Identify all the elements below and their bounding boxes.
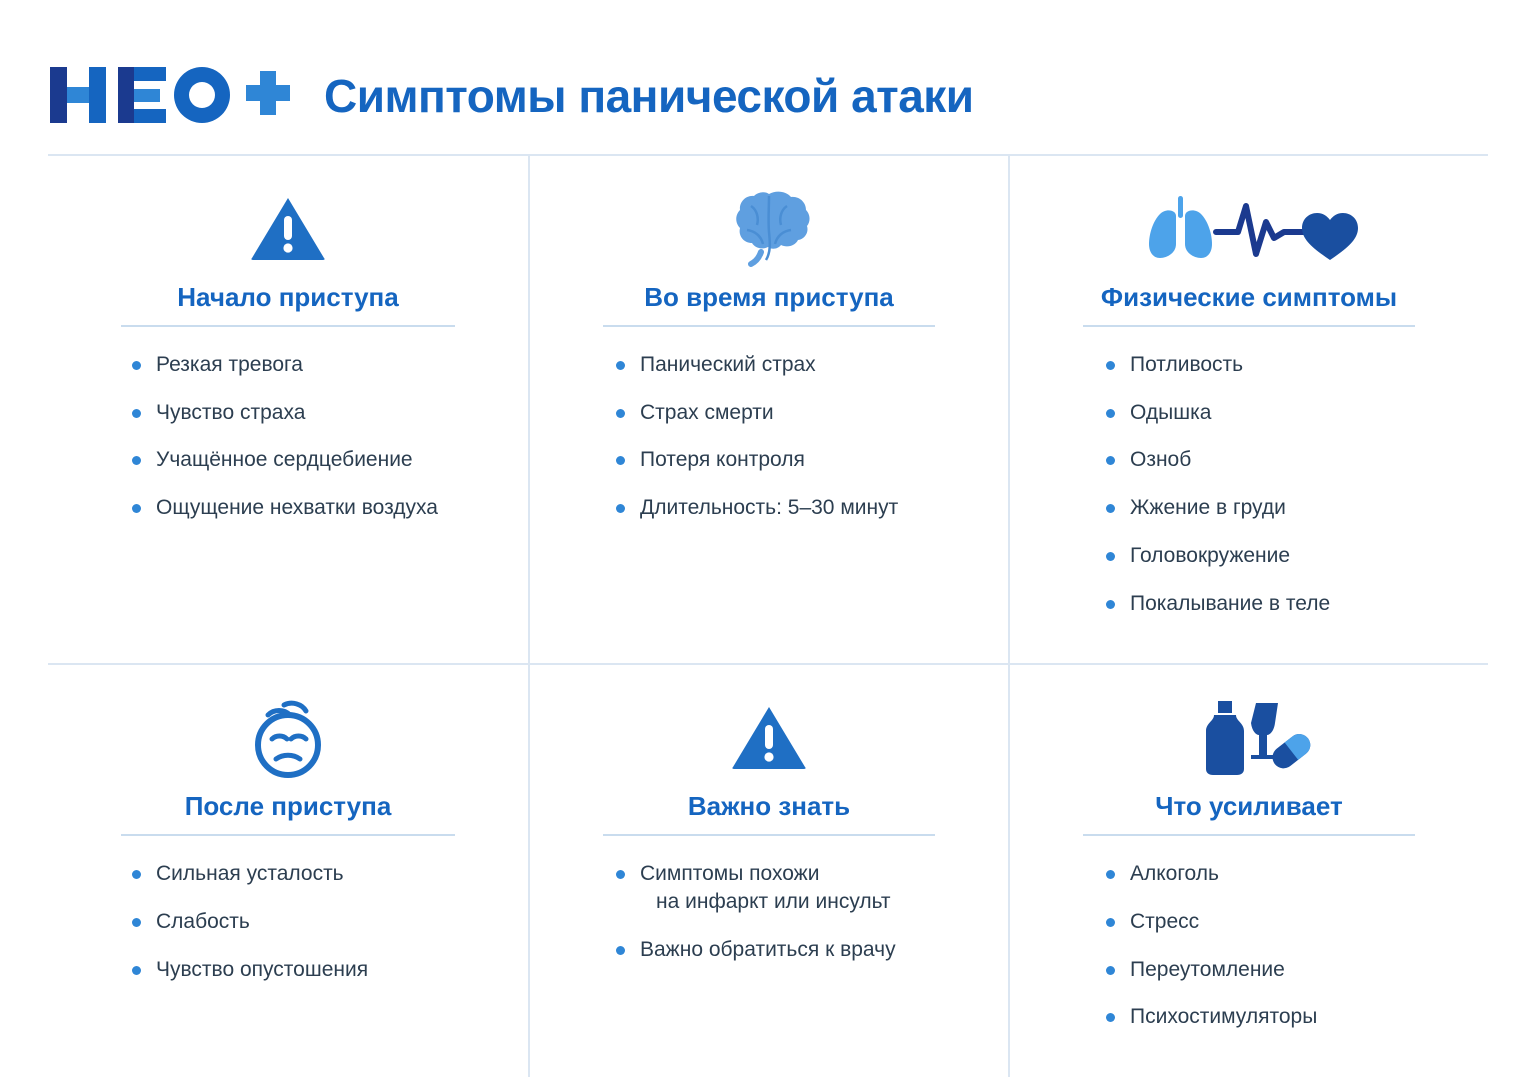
title-divider	[121, 325, 455, 327]
list-item: Стресс	[1106, 908, 1462, 936]
card-during-attack	[528, 156, 1008, 663]
symptom-list	[74, 351, 502, 522]
list-item: Одышка	[1106, 399, 1462, 427]
card-aggravating-factors	[1008, 663, 1488, 1077]
list-item: Учащённое сердцебиение	[132, 446, 502, 474]
title-divider	[603, 325, 935, 327]
symptom-list	[1036, 351, 1462, 617]
card-title: Физические симптомы	[1100, 282, 1398, 312]
lungs-heartbeat-icon	[1036, 186, 1462, 272]
list-item: Сильная усталость	[132, 860, 502, 888]
warning-triangle-icon	[556, 695, 982, 781]
card-start-of-attack	[48, 156, 528, 663]
symptom-list	[1036, 860, 1462, 1031]
header	[48, 48, 1488, 144]
title-divider	[603, 834, 935, 836]
card-after-attack	[48, 663, 528, 1077]
symptom-list	[74, 860, 502, 983]
list-item: Чувство опустошения	[132, 956, 502, 984]
symptom-list	[556, 351, 982, 522]
list-item: Панический страх	[616, 351, 982, 379]
card-title: Важно знать	[687, 791, 851, 822]
list-item: Слабость	[132, 908, 502, 936]
list-item: Переутомление	[1106, 956, 1462, 984]
list-item: Ощущение нехватки воздуха	[132, 494, 502, 522]
list-item: Психостимуляторы	[1106, 1003, 1462, 1031]
title-divider	[121, 834, 455, 836]
list-item: Озноб	[1106, 446, 1462, 474]
list-item: Важно обратиться к врачу	[616, 936, 982, 964]
list-item-line1: Симптомы похожи	[640, 862, 820, 886]
list-item: Покалывание в теле	[1106, 590, 1462, 618]
card-physical-symptoms	[1008, 156, 1488, 663]
list-item: Жжение в груди	[1106, 494, 1462, 522]
list-item: Длительность: 5–30 минут	[616, 494, 982, 522]
card-important-to-know	[528, 663, 1008, 1077]
tired-face-icon	[74, 695, 502, 781]
list-item: Резкая тревога	[132, 351, 502, 379]
list-item: Алкоголь	[1106, 860, 1462, 888]
cards-grid	[48, 156, 1488, 1077]
list-item: Потеря контроля	[616, 446, 982, 474]
warning-triangle-icon	[74, 186, 502, 272]
page-title: Симптомы панической атаки	[324, 70, 974, 122]
list-item: Страх смерти	[616, 399, 982, 427]
list-item	[616, 860, 982, 915]
list-item: Потливость	[1106, 351, 1462, 379]
list-item-line2: на инфаркт или инсульт	[656, 890, 891, 914]
logo	[50, 65, 290, 127]
list-item: Головокружение	[1106, 542, 1462, 570]
brain-icon	[556, 186, 982, 272]
list-item: Чувство страха	[132, 399, 502, 427]
card-title: Начало приступа	[177, 282, 399, 312]
card-title: Что усиливает	[1155, 791, 1343, 822]
title-divider	[1083, 325, 1415, 327]
symptom-list	[556, 860, 982, 963]
card-title: После приступа	[184, 791, 392, 822]
bottle-pills-icon	[1036, 695, 1462, 781]
title-divider	[1083, 834, 1415, 836]
card-title: Во время приступа	[644, 282, 894, 312]
